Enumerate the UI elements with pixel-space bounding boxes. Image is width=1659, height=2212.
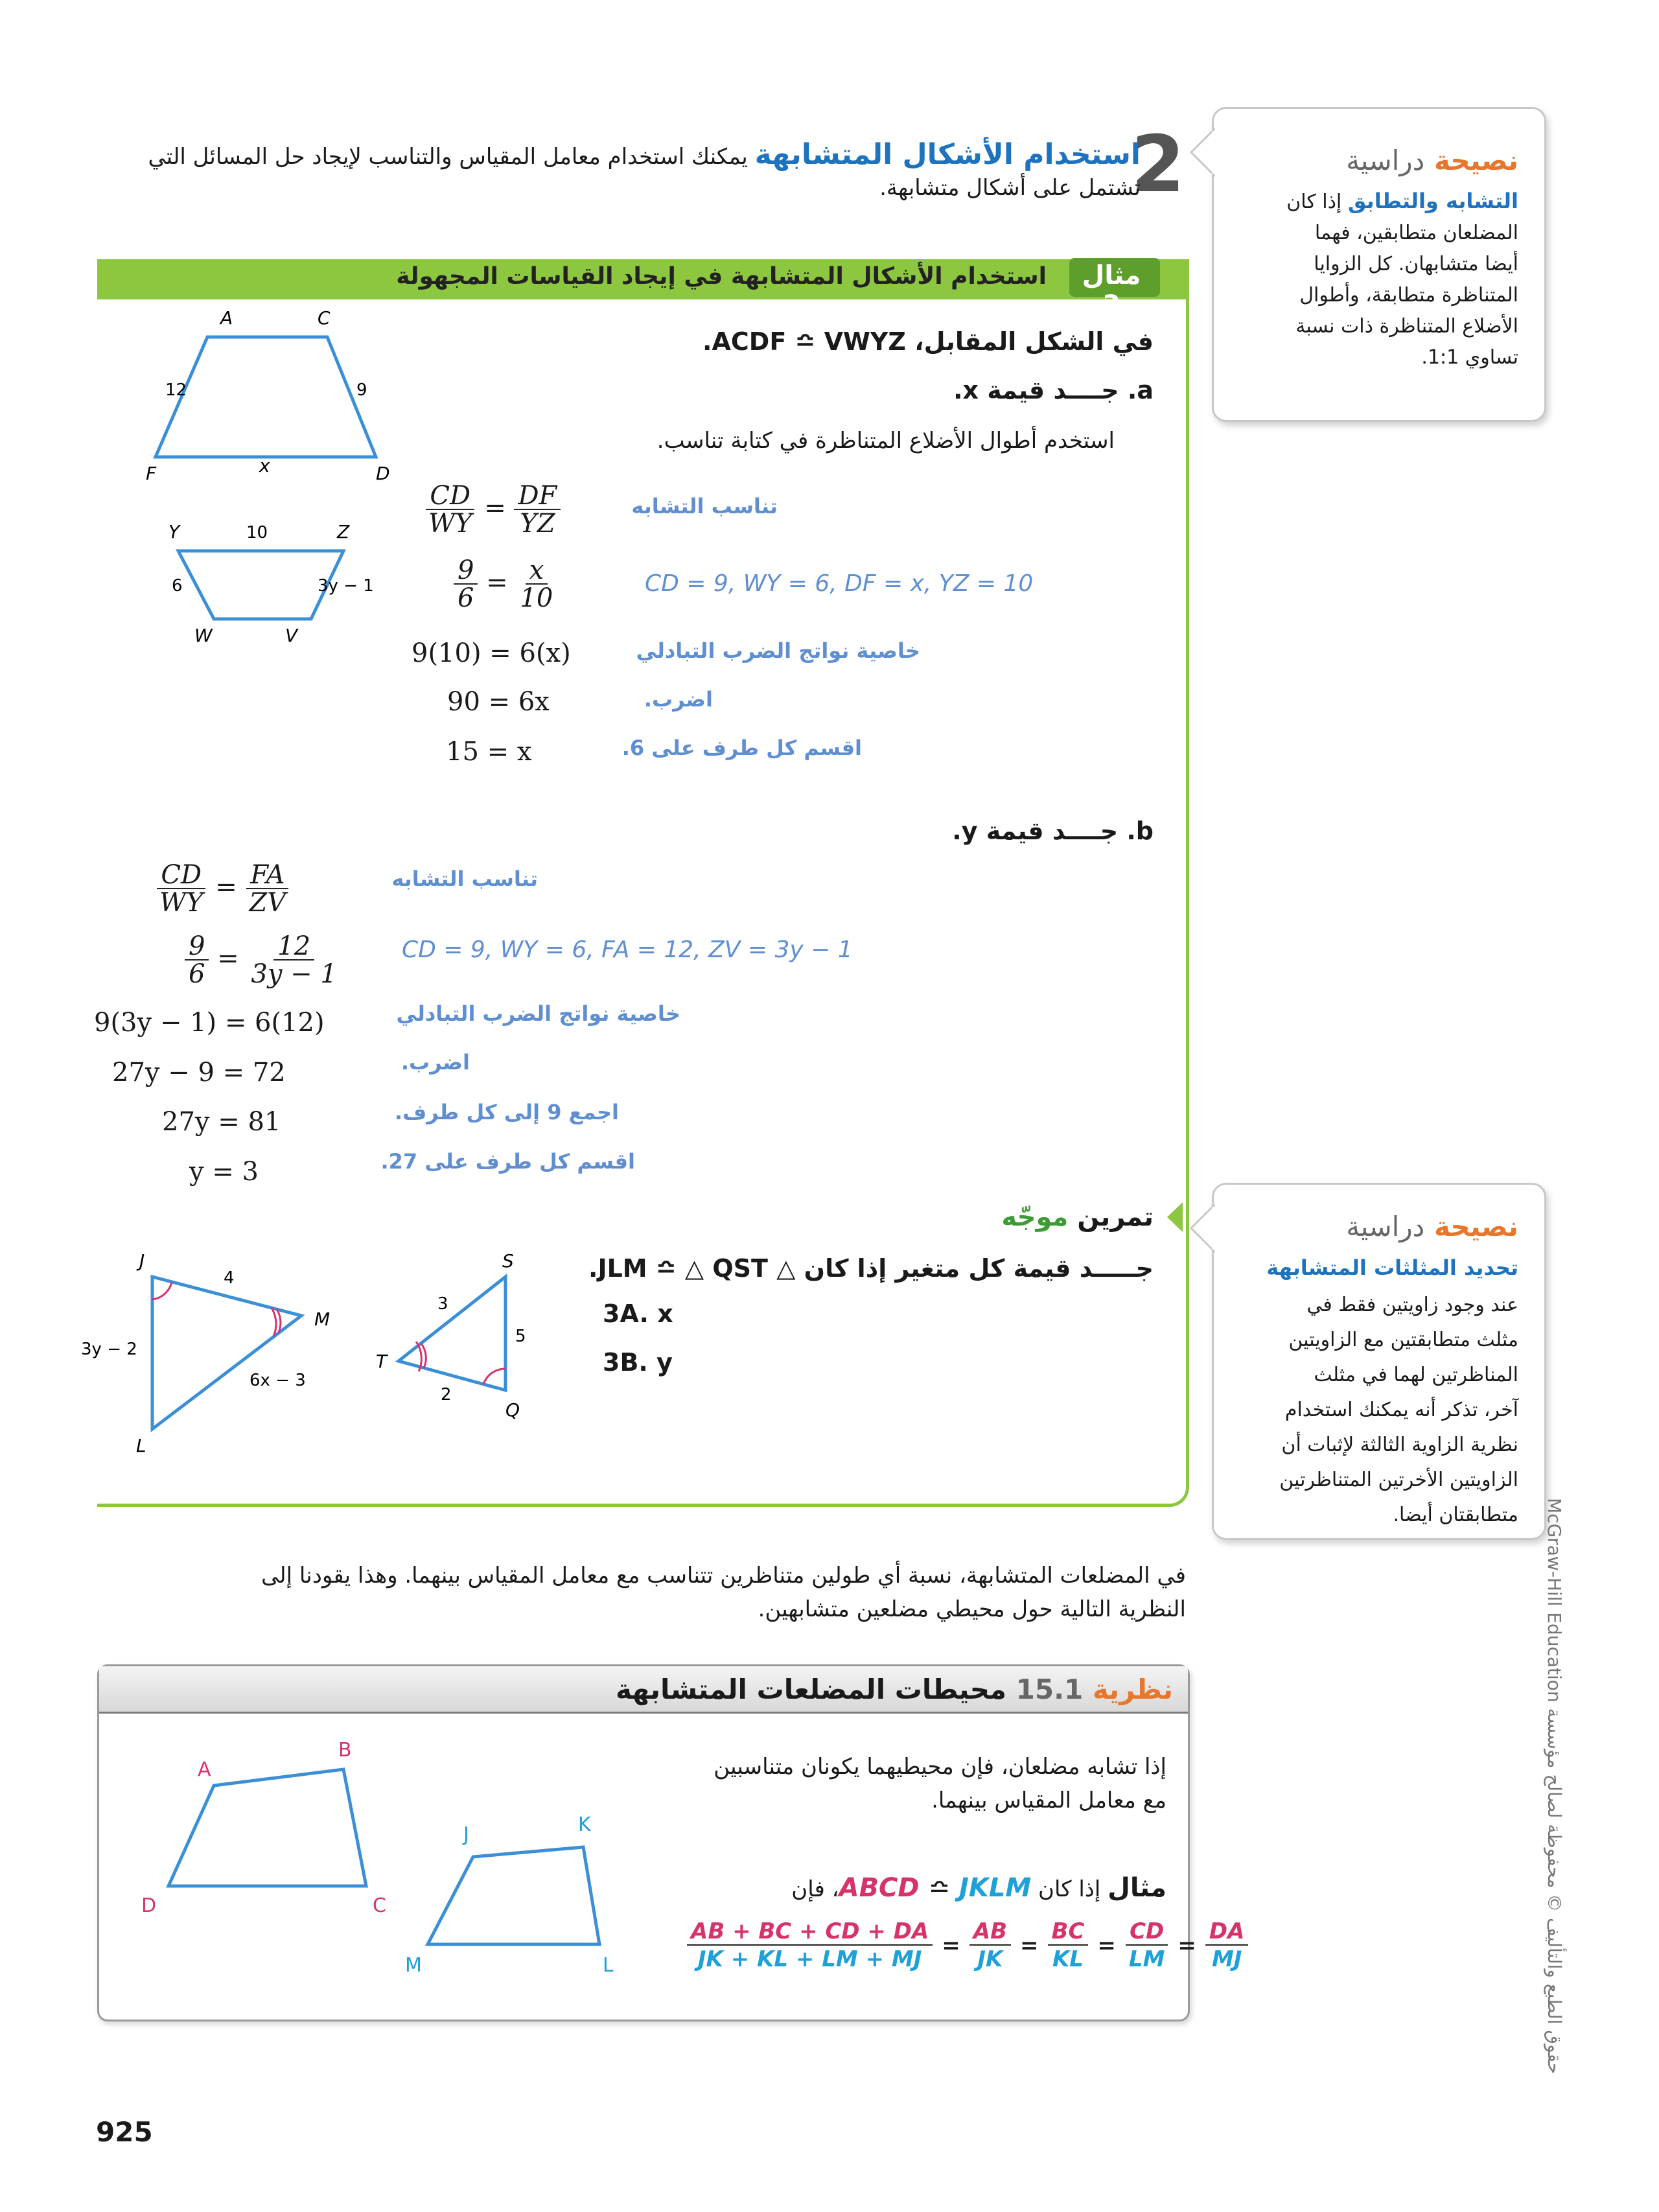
reason-a-4: اضرب.	[644, 687, 713, 712]
step-a-4: 90 = 6x	[447, 687, 550, 717]
theorem-title: محيطات المضلعات المتشابهة	[616, 1673, 1007, 1705]
label-d: D	[141, 1894, 157, 1917]
triangle-jlm-shape	[152, 1277, 301, 1429]
quad-abcd-shape	[168, 1769, 366, 1886]
label-l: L	[603, 1954, 614, 1977]
triangle-jlm	[78, 1244, 369, 1458]
label-v: V	[285, 625, 298, 646]
study-tip-box-2	[1212, 1183, 1546, 1540]
ratio-den: LM	[1128, 1946, 1165, 1972]
label-c: C	[318, 307, 331, 329]
tip2-title-orange: نصيحة	[1433, 1211, 1518, 1242]
intro-paragraph	[149, 1559, 1186, 1626]
side-3: 3	[437, 1294, 448, 1314]
side-5: 5	[515, 1327, 526, 1346]
reason-b-3: خاصية نواتج الضرب التبادلي	[396, 1001, 680, 1026]
step-b-3: 9(3y − 1) = 6(12)	[94, 1008, 325, 1038]
label-y: Y	[168, 521, 180, 542]
ratio-den: MJ	[1211, 1946, 1242, 1972]
part-b-heading: b. جــــد قيمة y.	[952, 817, 1154, 845]
quad-jklm-shape	[428, 1847, 599, 1944]
step-b-1: $\frac{CD}{WY}$ = $\frac{FA}{ZV}$	[156, 862, 290, 916]
trapezoid-acdf	[130, 305, 421, 486]
label-c: C	[373, 1894, 386, 1917]
side-3y-1: 3y − 1	[318, 576, 374, 596]
section-intro-1: يمكنك استخدام معامل المقياس والتناسب لإيجاد حل المسائل التي	[148, 144, 748, 170]
trapezoid-acdf-shape	[156, 337, 376, 457]
tip1-pointer	[1190, 130, 1216, 175]
tip2-line: عند وجود زاويتين فقط في	[1306, 1294, 1518, 1316]
tip1-line: المتناظرة متطابقة، وأطوال	[1299, 284, 1518, 307]
practice-label	[907, 1202, 1154, 1232]
label-k: K	[578, 1813, 591, 1836]
reason-b-6: اقسم كل طرف على 27.	[380, 1149, 635, 1174]
label-a: A	[198, 1758, 211, 1781]
label-z: Z	[337, 521, 350, 542]
tip2-subtitle: تحديد المثلثات المتشابهة	[1266, 1255, 1518, 1280]
theorem-example-if: إذا كان	[1038, 1876, 1101, 1902]
reason-b-1: تناسب التشابه	[391, 867, 538, 891]
frac-den: 10	[520, 583, 553, 613]
quadrilateral-abcd	[130, 1724, 415, 1917]
label-d: D	[376, 463, 390, 484]
ratio-den: JK	[977, 1946, 1003, 1972]
theorem-label: نظرية	[1092, 1673, 1173, 1705]
tip1-subtitle: التشابه والتطابق	[1347, 189, 1518, 213]
ratio-den: KL	[1052, 1946, 1084, 1972]
step-a-1: $\frac{CD}{WY}$ = $\frac{DF}{YZ}$	[424, 483, 561, 537]
copyright-side-text: حقوق الطبع والتأليف © محفوظة لصالح مؤسسة McGraw-Hill Education	[1544, 1498, 1565, 2074]
side-12: 12	[165, 380, 187, 400]
theorem-text-2: مع معامل المقياس بينهما.	[931, 1787, 1166, 1813]
reason-a-5: اقسم كل طرف على 6.	[621, 736, 862, 760]
frac-num: 9	[454, 557, 478, 585]
tip1-line: أيضا متشابهان. كل الزوايا	[1314, 253, 1518, 275]
practice-prompt: جـــــد قيمة كل متغير إذا كان △ JLM ≏ △ QST.	[588, 1254, 1154, 1283]
side-x: x	[259, 455, 270, 476]
tip1-line: إذا كان	[1286, 191, 1342, 213]
theorem-heading	[389, 1673, 1173, 1705]
tip2-line: الزاويتين الأخرتين المتناظرتين	[1279, 1469, 1518, 1491]
tip1-line: المضلعان متطابقين، فهما	[1314, 222, 1518, 244]
paragraph-line-1: في المضلعات المتشابهة، نسبة أي طولين متناظرين تتناسب مع معامل المقياس بينهما. وهذا يقودنا إلى	[261, 1563, 1186, 1589]
side-2: 2	[441, 1385, 452, 1404]
frac-den: YZ	[520, 509, 555, 539]
label-f: F	[146, 463, 157, 484]
frac-den: ZV	[249, 888, 286, 918]
tip2-line: نظرية الزاوية الثالثة لإثبات أن	[1281, 1434, 1518, 1456]
trapezoid-vwyz	[156, 512, 389, 655]
frac-num: x	[526, 557, 548, 585]
step-b-4: 27y − 9 = 72	[112, 1058, 286, 1088]
side-6: 6	[172, 576, 183, 596]
ratio-num: DA	[1205, 1918, 1249, 1946]
step-a-3: 9(10) = 6(x)	[412, 638, 571, 668]
theorem-example	[583, 1873, 1166, 1903]
reason-b-4: اضرب.	[400, 1050, 470, 1075]
tip1-title-orange: نصيحة	[1433, 145, 1518, 176]
reason-a-1: تناسب التشابه	[631, 494, 778, 518]
theorem-example-then: ، فإن	[791, 1876, 839, 1902]
side-10: 10	[246, 523, 268, 542]
jklm-name: JKLM	[959, 1873, 1032, 1903]
side-9: 9	[356, 380, 367, 400]
reason-b-5: اجمع 9 إلى كل طرف.	[394, 1100, 619, 1124]
frac-num: 12	[273, 933, 314, 960]
page-number: 925	[96, 2116, 153, 2148]
section-heading	[110, 139, 1141, 204]
step-a-2: $\frac{9}{6}$ = $\frac{x}{10}$	[454, 557, 557, 612]
side-4: 4	[224, 1268, 235, 1288]
example-given: في الشكل المقابل، ACDF ≏ VWYZ.	[702, 327, 1154, 356]
section-number: 2	[1131, 120, 1185, 210]
abcd-name: ABCD	[839, 1873, 920, 1903]
label-j: J	[139, 1250, 145, 1272]
study-tip-box-1	[1212, 107, 1546, 422]
reason-b-2: CD = 9, WY = 6, FA = 12, ZV = 3y − 1	[402, 937, 853, 963]
perimeter-ratio-equation: $\frac{AB + BC + CD + DA}{JK + KL + LM + MJ}$ = $\frac{AB}{JK}$ = $\frac{BC}{KL}$ = $\frac{CD}{LM}$ = $\frac{DA}{MJ}$	[687, 1918, 1248, 1973]
tip2-line: متطابقتان أيضا.	[1393, 1504, 1518, 1526]
label-t: T	[376, 1351, 388, 1372]
step-b-2: $\frac{9}{6}$ = $\frac{12}{3y - 1}$	[185, 933, 341, 988]
part-a-heading: a. جــــد قيمة x.	[953, 376, 1154, 404]
similar-symbol: ≏	[928, 1873, 951, 1903]
frac-num: CD	[157, 862, 205, 889]
label-w: W	[194, 625, 213, 646]
ratio-num: CD	[1126, 1918, 1168, 1946]
example-3-label: مثال 3	[1082, 261, 1141, 320]
example-3-title: استخدام الأشكال المتشابهة في إيجاد القياسات المجهولة	[396, 263, 1047, 290]
label-m: M	[314, 1309, 331, 1330]
quadrilateral-jklm	[405, 1795, 629, 1977]
label-a: A	[220, 307, 233, 329]
tip2-line: مثلث متطابقتين مع الزاويتين	[1288, 1329, 1518, 1351]
frac-num: DF	[514, 483, 561, 510]
label-l: L	[136, 1435, 146, 1456]
tip1-line: تساوي 1:1.	[1421, 346, 1518, 369]
tip2-line: المناظرتين لهما في مثلث	[1314, 1364, 1518, 1386]
theorem-number: 15.1	[1015, 1673, 1084, 1705]
tip2-pointer	[1190, 1205, 1216, 1251]
frac-num: 9	[185, 933, 209, 960]
label-m: M	[405, 1954, 422, 1977]
ratio-num: BC	[1048, 1918, 1089, 1946]
ratio-num: AB	[969, 1918, 1011, 1946]
practice-marker-icon	[1163, 1201, 1189, 1233]
section-intro-2: تشتمل على أشكال متشابهة.	[879, 175, 1141, 201]
frac-den: 3y − 1	[251, 959, 337, 989]
side-6x-3: 6x − 3	[249, 1371, 306, 1390]
frac-num: CD	[426, 483, 474, 510]
tip1-title-dark: دراسية	[1346, 145, 1425, 176]
frac-den: WY	[159, 888, 203, 918]
perimeter-den: JK + KL + LM + MJ	[697, 1946, 922, 1972]
part-a-instruction: استخدم أطوال الأضلاع المتناظرة في كتابة تناسب.	[656, 428, 1115, 454]
theorem-text-1: إذا تشابه مضلعان، فإن محيطيهما يكونان متناسبين	[713, 1754, 1166, 1780]
frac-num: FA	[246, 862, 288, 889]
perimeter-num: AB + BC + CD + DA	[687, 1918, 933, 1946]
tip2-line: آخر، تذكر أنه يمكنك استخدام	[1284, 1399, 1518, 1421]
label-j: J	[463, 1823, 469, 1846]
tip1-line: الأضلاع المتناظرة ذات نسبة	[1295, 315, 1518, 338]
step-b-5: 27y = 81	[162, 1107, 281, 1137]
practice-item-3b[interactable]: 3B. y	[603, 1348, 673, 1377]
triangle-qst-shape	[399, 1277, 505, 1390]
label-s: S	[502, 1250, 514, 1272]
theorem-example-label: مثال	[1108, 1873, 1166, 1903]
frac-den: 6	[189, 959, 205, 989]
paragraph-line-2: النظرية التالية حول محيطي مضلعين متشابهين.	[758, 1596, 1186, 1622]
side-3y-2: 3y − 2	[81, 1340, 137, 1359]
tip2-title-dark: دراسية	[1346, 1211, 1425, 1242]
label-b: B	[338, 1739, 352, 1762]
section-title: استخدام الأشكال المتشابهة	[754, 138, 1141, 171]
reason-a-2: CD = 9, WY = 6, DF = x, YZ = 10	[645, 570, 1034, 597]
practice-label-green: موجّه	[1001, 1202, 1069, 1232]
theorem-statement	[583, 1750, 1166, 1817]
practice-label-dark: تمرين	[1077, 1202, 1154, 1232]
reason-a-3: خاصية نواتج الضرب التبادلي	[636, 638, 920, 663]
triangle-qst	[369, 1244, 551, 1432]
step-a-5: 15 = x	[446, 737, 532, 767]
frac-den: WY	[428, 509, 472, 539]
frac-den: 6	[458, 583, 474, 613]
practice-item-3a[interactable]: 3A. x	[603, 1299, 673, 1328]
label-q: Q	[505, 1399, 520, 1421]
step-b-6: y = 3	[189, 1157, 259, 1187]
